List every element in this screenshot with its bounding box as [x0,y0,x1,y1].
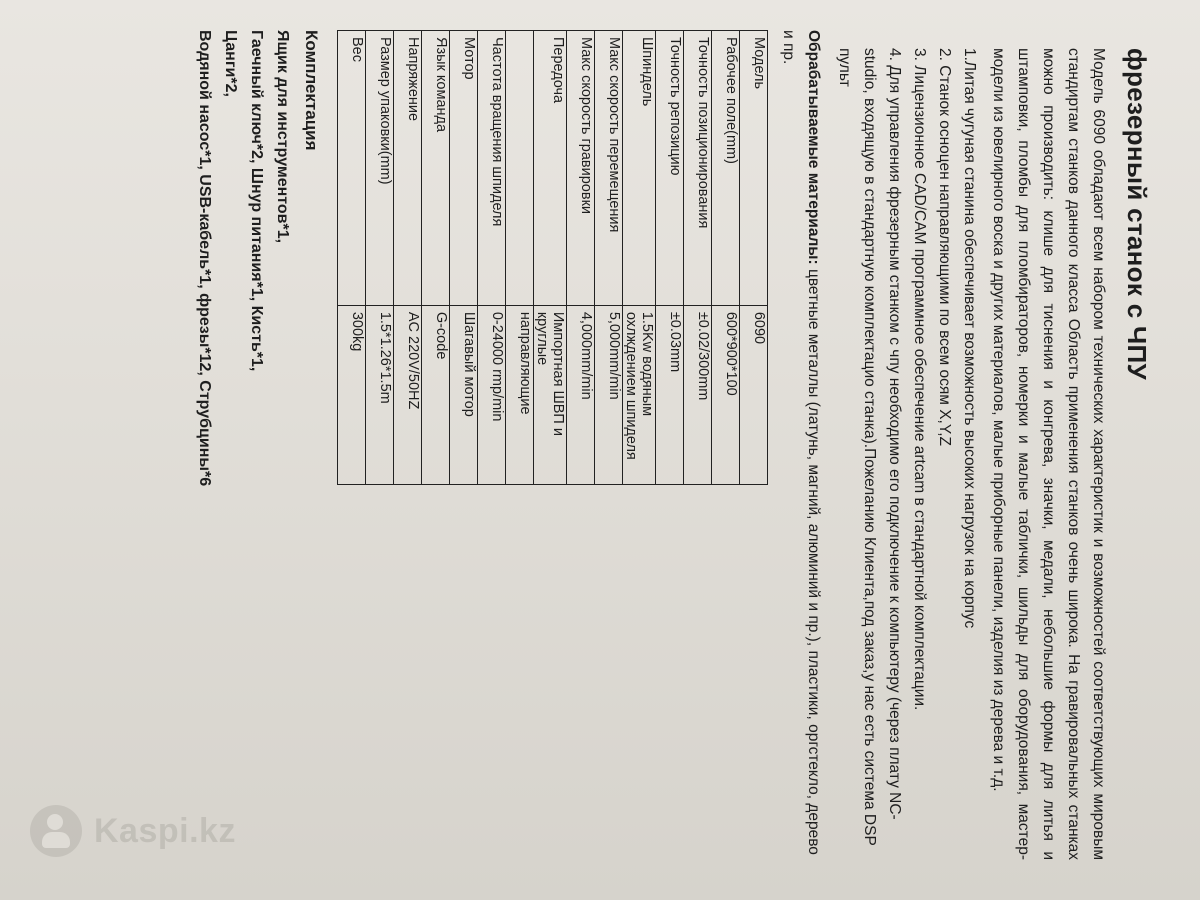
spec-value: AC 220V/50HZ [394,305,422,484]
spec-key: Язык команда [422,31,450,306]
document-title: фрезерный станок с ЧПУ [1122,48,1152,381]
spec-value: Шагавый мотор [450,305,478,484]
table-row [422,31,450,485]
spec-key: Размер упаковки(mm) [366,31,394,306]
materials-label: Обрабатываемые материалы: [805,30,822,265]
feature-point-1: 1.Литая чугуная станина обеспечивает возможность высоких нагрузок на корпус [961,48,978,629]
spec-key: Напряжение [394,31,422,306]
spec-key: Точность репозицию [656,31,684,306]
spec-value: 6090 [740,305,768,484]
spec-value: G-code [422,305,450,484]
kit-line-3: Цанги*2, [222,30,239,97]
kit-heading: Комплектация [302,30,321,151]
kit-line-4: Водяной насос*1, USB-кабель*1, фрезы*12, Струбцины*6 [196,30,213,487]
table-row [450,31,478,485]
materials-text: цветные металлы (латунь, магний, алюминий и пр.), пластики, оргстекло, дерево и пр. [780,30,822,855]
table-row [595,31,623,485]
spec-key: Шпиндель [623,31,656,306]
spec-key: Мотор [450,31,478,306]
materials-line [776,30,826,860]
spec-value: 1.5*1.26*1.5m [366,305,394,484]
spec-key: Точность позиционирования [684,31,712,306]
spec-key [506,31,534,306]
table-row [656,31,684,485]
spec-value: ±0.02/300mm [684,305,712,484]
kaspi-logo-icon [30,805,82,857]
table-row [366,31,394,485]
spec-key: Макс скорость гравировки [567,31,595,306]
spec-key: Модель [740,31,768,306]
spec-key: Передоча [534,31,567,306]
table-row [478,31,506,485]
spec-value: ±0.03mm [656,305,684,484]
spec-value: 5,000mm/min [595,305,623,484]
table-row [712,31,740,485]
spec-value: 0-24000 rmp/min [478,305,506,484]
spec-value: 600*900*100 [712,305,740,484]
table-row [534,31,567,485]
spec-value: направляющие [506,305,534,484]
spec-value: 300kg [338,305,366,484]
spec-key: Рабочее поле(mm) [712,31,740,306]
intro-paragraph: Модель 6090 обладают всем набором технических характеристик и возможностей соответствующих мировым стандиртам станков данного класса Область применения станков очень широка. На гравировальных станках можно производить: клише для тиснения и конгрева, значки, медали, небольшие формы для литья и штамповки, пломбы для пломбираторов, номерки и малые таблички, шильды для оборудования, мастер-модели из ювелирного воска и других материалов, малые приборные панели, изделия из дерева и т.д. [990,48,1107,860]
table-row [740,31,768,485]
feature-point-4: 4. Для управления фрезерным станком с чпу необходимо его подключение к компьютеру (через плату NC-studio, входящую в стандартную комплектацио станка).Пожеланию Клиента,под заказ,у нас есть система DSP пульт [836,48,903,846]
kit-line-1: Ящик для инструментов*1, [274,30,291,244]
spec-value: 4,000mm/min [567,305,595,484]
watermark [30,805,236,857]
feature-point-2: 2. Станок осноцен направляющими по всем осям X,Y,Z [936,48,953,446]
spec-value: Импортная ШВП и круглые [534,305,567,484]
spec-key: Частота вращения шпиделя [478,31,506,306]
spec-key: Макс скорость перемещения [595,31,623,306]
spec-key: Вес [338,31,366,306]
table-row [684,31,712,485]
table-row [394,31,422,485]
kit-line-2: Гаечный ключ*2, Шнур питания*1, Кисть*1, [248,30,265,372]
specs-table [337,30,768,485]
watermark-text: Kaspi.kz [94,811,236,850]
table-row [338,31,366,485]
table-row [623,31,656,485]
table-row [567,31,595,485]
spec-value: 1.5Kw водяным охлждением шпиделя [623,305,656,484]
table-row [506,31,534,485]
feature-point-3: 3. Лицензионное CAD/CAM программное обеспечение artcam в стандартной комплектации. [911,48,928,711]
